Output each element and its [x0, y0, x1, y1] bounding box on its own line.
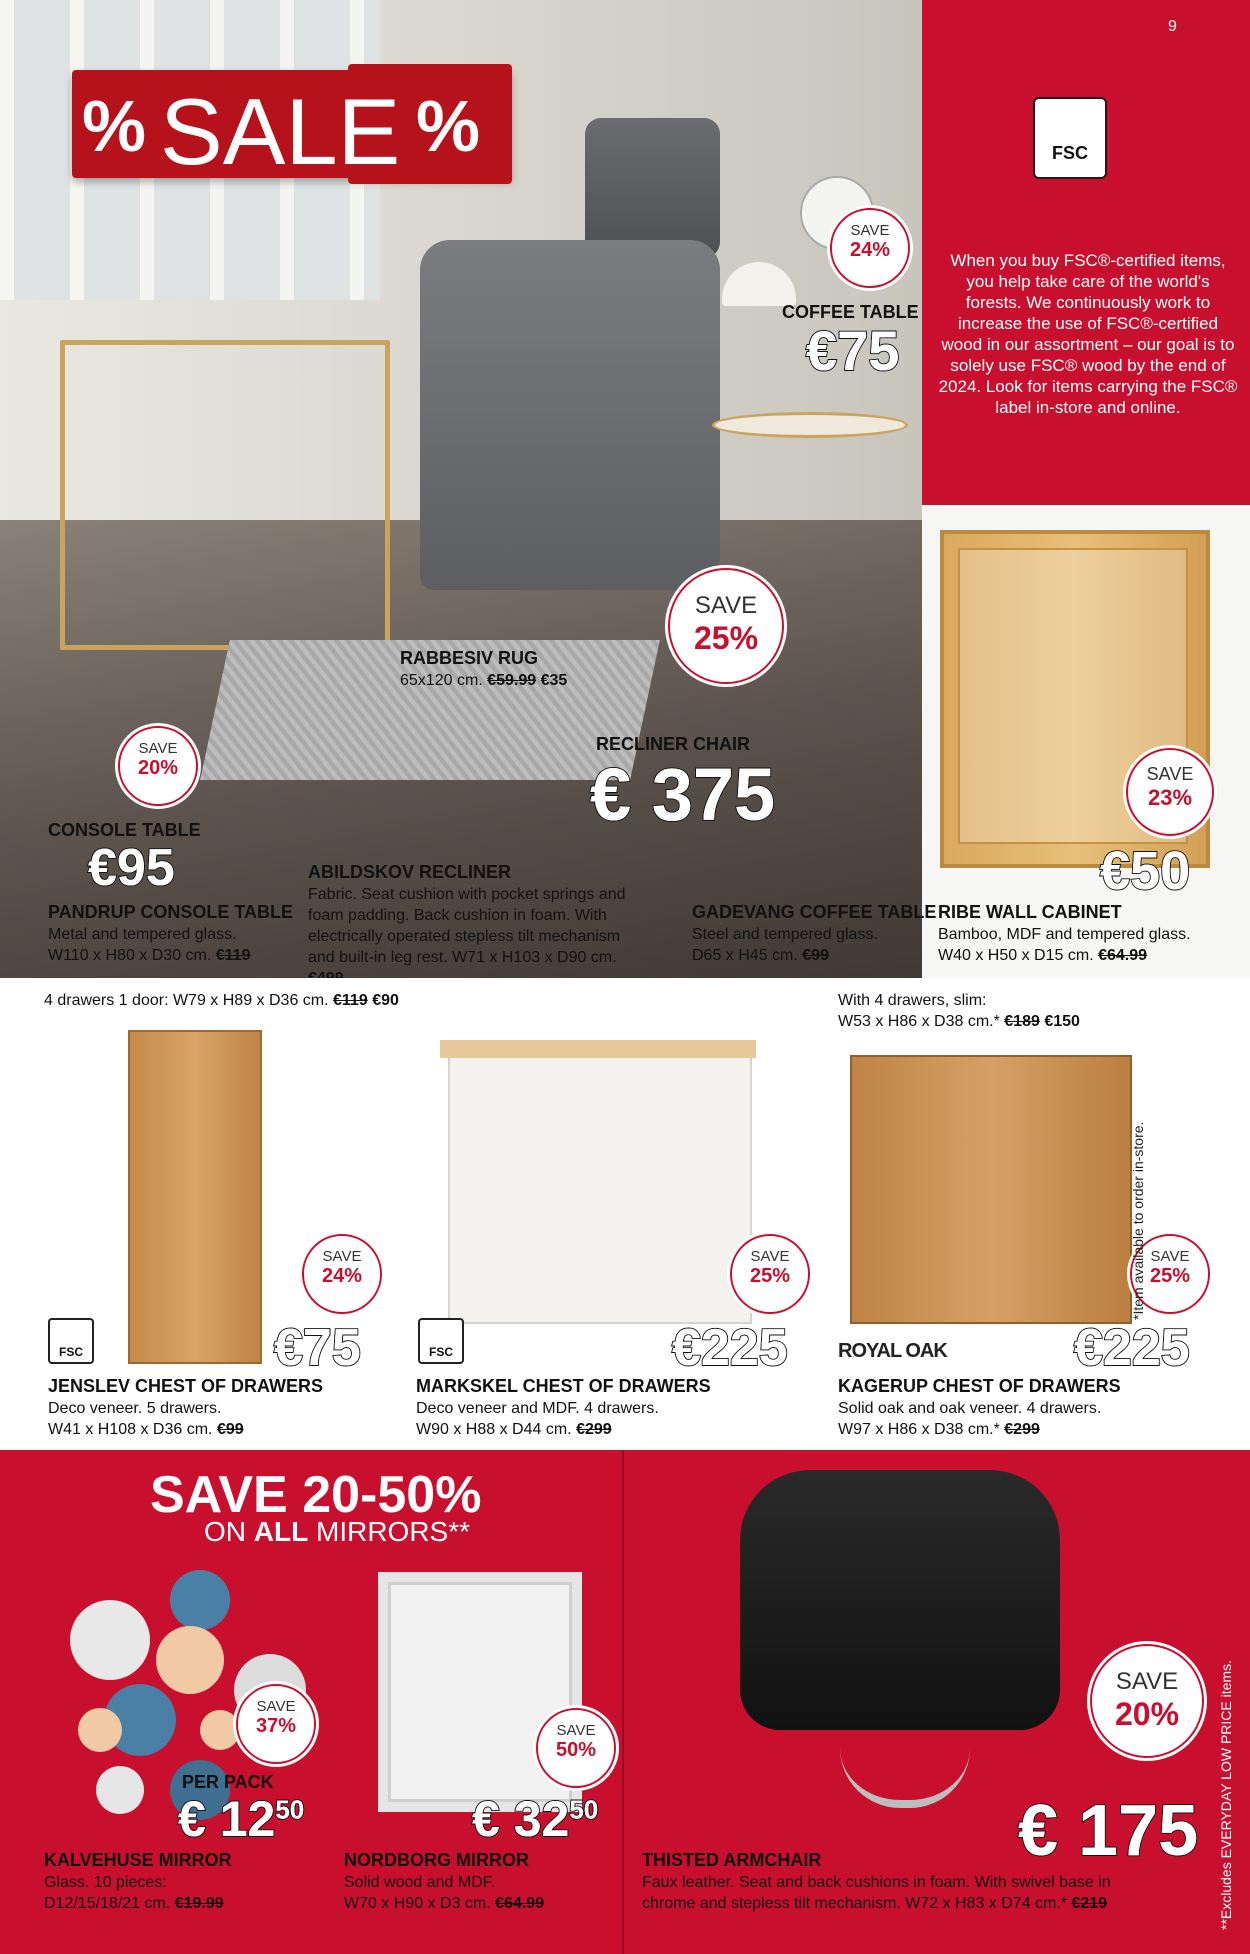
save-pct: 24% [321, 1265, 363, 1287]
save-pct: 24% [849, 239, 891, 261]
kagerup-variant-note1: With 4 drawers, slim: [838, 992, 987, 1009]
jenslev-variant-note: 4 drawers 1 door: W79 x H89 x D36 cm. [44, 992, 329, 1009]
markskel-old-price: €299 [576, 1421, 612, 1438]
console-price: €95 [88, 839, 175, 897]
fsc-copy: When you buy FSC®-certified items, you help take care of the world's forests. We continuously work to increase the use of FSC®-certified wood in our assortment – our goal is to solely use FSC® wood by the end of 2024. Look for items carrying the FSC® label in-store and online. [938, 251, 1238, 417]
kalvehuse-name: KALVEHUSE MIRROR [44, 1850, 232, 1870]
jenslev-photo [128, 1030, 262, 1364]
cabinet-save-badge [1126, 748, 1214, 836]
jenslev-variant-new: €90 [372, 992, 399, 1009]
jenslev-price: €75 [274, 1319, 361, 1377]
save-label: SAVE [556, 1722, 596, 1739]
kagerup-variant-new: €150 [1044, 1013, 1080, 1030]
coffee-table-save-badge [830, 208, 910, 288]
kagerup-name: KAGERUP CHEST OF DRAWERS [838, 1376, 1121, 1396]
thisted-name: THISTED ARMCHAIR [642, 1850, 822, 1870]
jenslev-desc1: Deco veneer. 5 drawers. [48, 1400, 222, 1417]
kagerup-price: €225 [1074, 1319, 1190, 1377]
coffee-table-name: GADEVANG COFFEE TABLE [692, 902, 937, 922]
coffee-table-category: COFFEE TABLE [782, 302, 919, 322]
jenslev-fsc-icon: FSC [48, 1318, 94, 1364]
rug-name: RABBESIV RUG [400, 648, 539, 668]
kalvehuse-desc1: Glass. 10 pieces: [44, 1874, 167, 1891]
kagerup-variant-old: €189 [1004, 1013, 1040, 1030]
markskel-name: MARKSKEL CHEST OF DRAWERS [416, 1376, 711, 1396]
recliner-name: ABILDSKOV RECLINER [308, 862, 512, 882]
cabinet-dims: W40 x H50 x D15 cm. [938, 947, 1094, 964]
save-label: SAVE [850, 222, 890, 239]
recliner-small-photo [585, 118, 720, 258]
rug-save-badge [668, 568, 784, 684]
nordborg-desc2 [344, 1893, 544, 1914]
jenslev-name: JENSLEV CHEST OF DRAWERS [48, 1376, 324, 1396]
console-table-graphic [60, 340, 390, 650]
thisted-photo [740, 1470, 1060, 1730]
kalvehuse-save-badge [236, 1684, 316, 1764]
save-pct: 20% [137, 757, 179, 779]
thisted-dims: chrome and stepless tilt mechanism. W72 x H83 x D74 cm.* [642, 1895, 1068, 1912]
jenslev-variant [44, 990, 399, 1011]
console-save-badge [118, 726, 198, 806]
recliner-price: € 375 [590, 753, 776, 836]
jenslev-old-price: €99 [216, 1421, 244, 1438]
bottom-divider [622, 1450, 624, 1954]
thisted-desc1: Faux leather. Seat and back cushions in foam. With swivel base in [642, 1874, 1111, 1891]
nordborg-save-badge [536, 1708, 616, 1788]
markskel-photo [448, 1040, 752, 1324]
mirrors-promo-line1: SAVE 20-50% [150, 1466, 482, 1524]
nordborg-desc1: Solid wood and MDF. [344, 1874, 496, 1891]
cabinet-desc2 [938, 945, 1147, 966]
console-desc2 [48, 945, 250, 966]
thisted-old-price: €219 [1071, 1895, 1108, 1912]
rug-new-price: €35 [540, 672, 568, 689]
royal-oak-logo: ROYAL OAK [838, 1340, 947, 1362]
save-pct: 37% [255, 1715, 297, 1737]
kagerup-dims: W97 x H86 x D38 cm.* [838, 1421, 1000, 1438]
save-label: SAVE [750, 1248, 790, 1265]
kalvehuse-price-cents: 50 [275, 1794, 305, 1825]
page-number: 9 [1168, 18, 1177, 35]
kalvehuse-per-pack: PER PACK [182, 1772, 274, 1792]
save-label: SAVE [138, 740, 178, 757]
recliner-category: RECLINER CHAIR [596, 734, 751, 754]
thisted-side-note: **Excludes EVERYDAY LOW PRICE items. [1218, 1660, 1234, 1930]
save-label: SAVE [322, 1248, 362, 1265]
save-label: SAVE [1146, 764, 1194, 784]
kagerup-old-price: €299 [1004, 1421, 1040, 1438]
coffee-table-desc1: Steel and tempered glass. [692, 926, 878, 943]
save-label: SAVE [1150, 1248, 1190, 1265]
save-pct: 23% [1147, 785, 1193, 810]
kalvehuse-old-price: €19.99 [174, 1895, 224, 1912]
recliner-desc-text: Fabric. Seat cushion with pocket springs and foam padding. Back cushion in foam. With electrically operated stepless tilt mechanism and built-in leg rest. W71 x H103 x D90 cm. [308, 886, 626, 966]
console-name: PANDRUP CONSOLE TABLE [48, 902, 294, 922]
coffee-table-price: €75 [806, 319, 900, 382]
kalvehuse-price [178, 1790, 304, 1848]
fsc-logo [1033, 97, 1107, 179]
markskel-desc2 [416, 1419, 612, 1440]
coffee-table-desc2 [692, 945, 829, 966]
cabinet-old-price: €64.99 [1098, 947, 1147, 964]
thisted-price: € 175 [1018, 1791, 1199, 1871]
percent-right: % [416, 87, 481, 167]
markskel-price: €225 [672, 1319, 788, 1377]
fsc-logo-text: FSC [1052, 143, 1088, 163]
markskel-desc1: Deco veneer and MDF. 4 drawers. [416, 1400, 659, 1417]
save-pct: 20% [1114, 1696, 1180, 1732]
coffee-table-graphic [712, 412, 908, 438]
kagerup-variant-dims: W53 x H86 x D38 cm.* [838, 1013, 1000, 1030]
console-category: CONSOLE TABLE [48, 820, 201, 840]
rug-old-price: €59.99 [487, 672, 537, 689]
kalvehuse-price-main: € 12 [178, 1791, 276, 1847]
save-label: SAVE [1115, 1668, 1179, 1695]
nordborg-price-main: € 32 [472, 1791, 570, 1847]
thisted-desc2 [642, 1893, 1107, 1914]
promo-all: ALL [253, 1516, 309, 1547]
markskel-dims: W90 x H88 x D44 cm. [416, 1421, 572, 1438]
nordborg-name: NORDBORG MIRROR [344, 1850, 529, 1870]
console-old-price: €119 [215, 947, 251, 964]
kagerup-variant [838, 1011, 1080, 1032]
save-pct: 25% [693, 620, 759, 656]
percent-left: % [82, 87, 147, 167]
markskel-top [440, 1040, 756, 1058]
jenslev-dims: W41 x H108 x D36 cm. [48, 1421, 213, 1438]
nordborg-price [472, 1790, 598, 1848]
mirrors-promo-line2 [204, 1516, 470, 1548]
kalvehuse-desc2 [44, 1893, 224, 1914]
cabinet-price: €50 [1100, 841, 1191, 901]
thisted-save-badge [1090, 1644, 1204, 1758]
recliner-desc [308, 884, 648, 989]
cabinet-name: RIBE WALL CABINET [938, 902, 1122, 922]
nordborg-price-cents: 50 [569, 1794, 599, 1825]
jenslev-save-badge [302, 1234, 382, 1314]
coffee-table-dims: D65 x H45 cm. [692, 947, 798, 964]
jenslev-variant-old: €119 [333, 992, 368, 1009]
cabinet-desc1: Bamboo, MDF and tempered glass. [938, 926, 1191, 943]
save-pct: 50% [555, 1739, 597, 1761]
kagerup-desc2 [838, 1419, 1040, 1440]
console-dims: W110 x H80 x D30 cm. [48, 947, 212, 964]
kagerup-photo [850, 1055, 1132, 1324]
nordborg-old-price: €64.99 [495, 1895, 545, 1912]
save-pct: 25% [1149, 1265, 1191, 1287]
promo-mirrors: MIRRORS** [316, 1516, 471, 1547]
nordborg-dims: W70 x H90 x D3 cm. [344, 1895, 491, 1912]
rug-price-line [400, 670, 567, 691]
coffee-table-old-price: €99 [802, 947, 829, 964]
save-label: SAVE [256, 1698, 296, 1715]
save-label: SAVE [694, 592, 758, 619]
kagerup-desc1: Solid oak and oak veneer. 4 drawers. [838, 1400, 1102, 1417]
promo-on: ON [204, 1516, 246, 1547]
markskel-fsc-icon: FSC [418, 1318, 464, 1364]
kalvehuse-dims: D12/15/18/21 cm. [44, 1895, 171, 1912]
console-desc1: Metal and tempered glass. [48, 926, 237, 943]
save-pct: 25% [749, 1265, 791, 1287]
jenslev-desc2 [48, 1419, 244, 1440]
recliner-photo [420, 240, 720, 590]
rug-size: 65x120 cm. [400, 672, 483, 689]
kagerup-side-note: *Item available to order in-store. [1130, 1121, 1146, 1320]
sale-title: SALE [160, 79, 401, 184]
markskel-save-badge [730, 1234, 810, 1314]
